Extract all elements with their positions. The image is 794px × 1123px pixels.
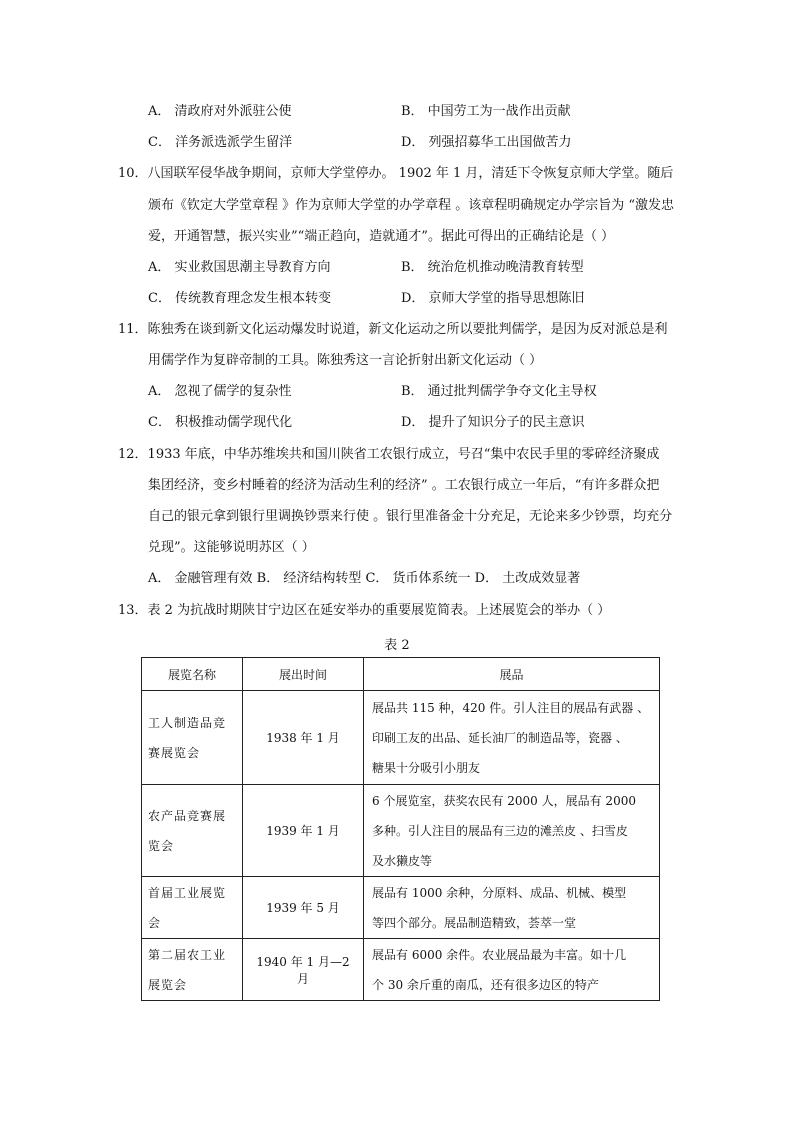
exhibition-items-line: 个 30 余斤重的南瓜，还有很多边区的特产 (372, 977, 599, 992)
q13-stem-line-1: 13．表 2 为抗战时期陕甘宁边区在延安举办的重要展览简表。上述展览会的举办（ ） (118, 603, 611, 618)
q11-option-a: A． 忽视了儒学的复杂性 (148, 384, 292, 399)
q9-option-b: B． 中国劳工为一战作出贡献 (401, 104, 571, 119)
exhibition-items-line: 印刷工友的出品、延长油厂的制造品等，瓷器 、 (372, 730, 628, 745)
table-row (142, 877, 660, 939)
q12-options-row: A． 金融管理有效 B． 经济结构转型 C． 货币体系统一 D． 土改成效显著 (148, 571, 581, 586)
table-header: 展品 (364, 658, 660, 691)
table-header: 展出时间 (243, 658, 364, 691)
exhibition-time-cell: 1939 年 5 月 (243, 877, 364, 939)
q11-stem-line-2: 用儒学作为复辟帝制的工具。陈独秀这一言论折射出新文化运动（ ） (148, 353, 543, 368)
table-row (142, 691, 660, 785)
exhibition-time-cell: 1939 年 1 月 (243, 785, 364, 877)
q10-option-b: B． 统治危机推动晚清教育转型 (401, 260, 584, 275)
exhibition-items-line: 及水獭皮等 (372, 853, 433, 868)
table-caption: 表 2 (384, 638, 410, 653)
exhibition-name-cell (142, 785, 243, 877)
exhibition-name-line: 工人制造品竞 (148, 715, 227, 730)
table-header-row (142, 658, 660, 691)
exhibition-items-line: 糖果十分吸引小朋友 (372, 760, 481, 775)
exhibition-name-line: 会 (148, 915, 162, 930)
table-header: 展览名称 (142, 658, 243, 691)
q10-stem-line-2: 颁布《钦定大学堂章程 》作为京师大学堂的办学章程 。该章程明确规定办学宗旨为 “激发忠 (148, 198, 675, 213)
exhibition-name-line: 农产品竞赛展 (148, 808, 227, 823)
exhibition-items-cell (364, 939, 660, 1001)
q12-stem-line-2: 集团经济，变乡村睡着的经济为活动生利的经济” 。工农银行成立一年后，“有许多群众把 (148, 478, 660, 493)
exhibition-name-line: 赛展览会 (148, 745, 201, 760)
q10-option-d: D． 京师大学堂的指导思想陈旧 (401, 291, 585, 306)
exhibition-items-cell (364, 877, 660, 939)
q11-option-c: C． 积极推动儒学现代化 (148, 415, 293, 430)
q10-option-c: C． 传统教育理念发生根本转变 (148, 291, 332, 306)
exhibition-name-line: 览会 (148, 838, 175, 853)
exhibition-items-line: 多种。引人注目的展品有三边的滩羔皮 、扫雪皮 (372, 823, 628, 838)
q10-option-a: A． 实业救国思潮主导教育方向 (148, 260, 331, 275)
exhibition-table (141, 657, 660, 1001)
q12-stem-line-3: 自己的银元拿到银行里调换钞票来行使 。银行里准备金十分充足，无论来多少钞票，均充分 (148, 509, 673, 524)
q10-stem-line-1: 10．八国联军侵华战争期间，京师大学堂停办。 1902 年 1 月，清廷下令恢复京师大学堂。随后 (118, 166, 674, 181)
exhibition-name-line: 首届工业展览 (148, 885, 227, 900)
table-row (142, 785, 660, 877)
exhibition-time-cell: 1940 年 1 月—2 月 (243, 939, 364, 1001)
exhibition-name-cell (142, 691, 243, 785)
exhibition-time-cell: 1938 年 1 月 (243, 691, 364, 785)
table-row (142, 939, 660, 1001)
exhibition-name-cell (142, 877, 243, 939)
q10-stem-line-3: 爱，开通智慧，振兴实业”“端正趋向，造就通才”。据此可得出的正确结论是（ ） (148, 229, 615, 244)
exhibition-name-cell (142, 939, 243, 1001)
q12-stem-line-1: 12．1933 年底，中华苏维埃共和国川陕省工农银行成立，号召“集中农民手里的零碎经济聚成 (118, 447, 660, 462)
exhibition-items-line: 展品有 6000 余件。农业展品最为丰富。如十几 (372, 947, 627, 962)
q12-stem-line-4: 兑现”。这能够说明苏区（ ） (148, 540, 315, 555)
q11-stem-line-1: 11．陈独秀在谈到新文化运动爆发时说道，新文化运动之所以要批判儒学，是因为反对派总是利 (118, 322, 668, 337)
exhibition-items-line: 展品有 1000 余种，分原料、成品、机械、模型 (372, 885, 627, 900)
exhibition-items-line: 展品共 115 种，420 件。引人注目的展品有武器 、 (372, 700, 650, 715)
q9-option-a: A． 清政府对外派驻公使 (148, 104, 292, 119)
exhibition-items-line: 6 个展览室，获奖农民有 2000 人，展品有 2000 (372, 793, 636, 808)
q9-option-d: D． 列强招募华工出国做苦力 (401, 135, 572, 150)
exhibition-items-cell (364, 785, 660, 877)
exhibition-name-line: 展览会 (148, 977, 188, 992)
q9-option-c: C． 洋务派选派学生留洋 (148, 135, 293, 150)
exhibition-items-cell (364, 691, 660, 785)
exhibition-name-line: 第二届农工业 (148, 947, 227, 962)
q11-option-d: D． 提升了知识分子的民主意识 (401, 415, 585, 430)
exhibition-items-line: 等四个部分。展品制造精致，荟萃一堂 (372, 915, 577, 930)
q11-option-b: B． 通过批判儒学争夺文化主导权 (401, 384, 597, 399)
